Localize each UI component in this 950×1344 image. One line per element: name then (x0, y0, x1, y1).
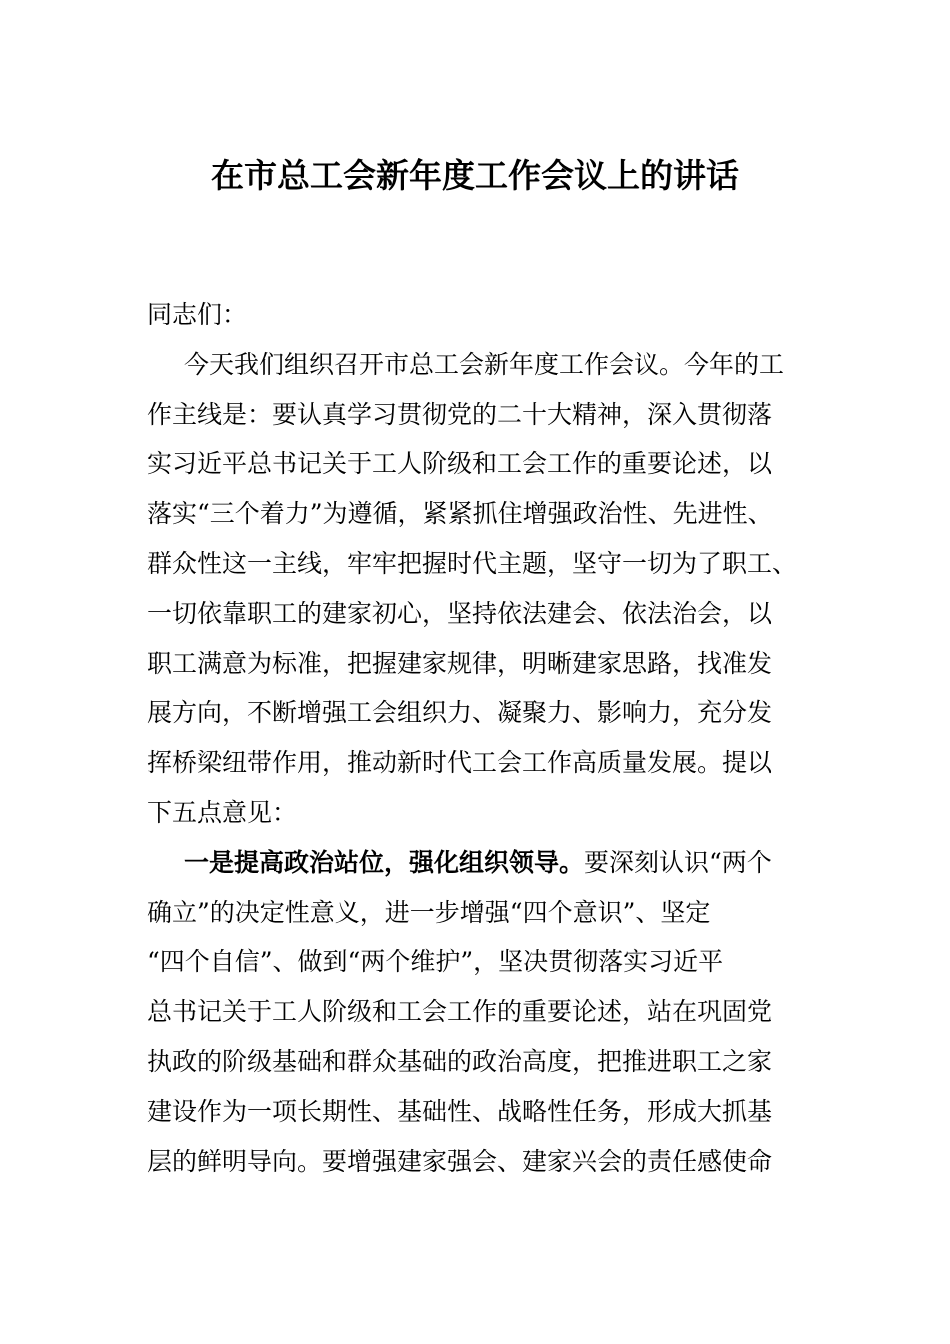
paragraph-line: 挥桥梁纽带作用，推动新时代工会工作高质量发展。提以 (147, 748, 773, 778)
paragraph-line: 作主线是：要认真学习贯彻党的二十大精神，深入贯彻落 (147, 399, 773, 429)
paragraph-line: 落实“三个着力”为遵循，紧紧抓住增强政治性、先进性、 (147, 499, 773, 529)
paragraph-line: 建设作为一项长期性、基础性、战略性任务，形成大抓基 (147, 1096, 773, 1126)
paragraph-line: 下五点意见： (147, 797, 298, 827)
paragraph-line: 确立”的决定性意义，进一步增强“四个意识”、坚定 (147, 897, 711, 927)
document-title: 在市总工会新年度工作会议上的讲话 (211, 156, 739, 195)
paragraph-line (147, 838, 807, 888)
paragraph-line: 一切依靠职工的建家初心，坚持依法建会、依法治会，以 (147, 598, 773, 628)
point-heading-rest: 要深刻认识“两个 (584, 847, 772, 877)
paragraph-line: 总书记关于工人阶级和工会工作的重要论述，站在巩固党 (147, 997, 773, 1027)
paragraph-line: 职工满意为标准，把握建家规律，明晰建家思路，找准发 (147, 648, 773, 678)
paragraph-line: 群众性这一主线，牢牢把握时代主题，坚守一切为了职工、 (147, 548, 798, 578)
paragraph-line: 执政的阶级基础和群众基础的政治高度，把推进职工之家 (147, 1046, 773, 1076)
salutation: 同志们： (147, 300, 248, 329)
paragraph-intro (147, 340, 807, 838)
paragraph-line: 展方向，不断增强工会组织力、凝聚力、影响力，充分发 (147, 698, 773, 728)
point-heading: 一是提高政治站位，强化组织领导。 (184, 847, 585, 877)
paragraph-line: “四个自信”、做到“两个维护”，坚决贯彻落实习近平 (147, 947, 724, 977)
paragraph-point-one (147, 838, 807, 1187)
paragraph-line: 层的鲜明导向。要增强建家强会、建家兴会的责任感使命 (147, 1146, 773, 1176)
paragraph-line: 今天我们组织召开市总工会新年度工作会议。今年的工 (184, 349, 785, 379)
paragraph-line: 实习近平总书记关于工人阶级和工会工作的重要论述，以 (147, 449, 773, 479)
document-body (147, 290, 807, 1186)
